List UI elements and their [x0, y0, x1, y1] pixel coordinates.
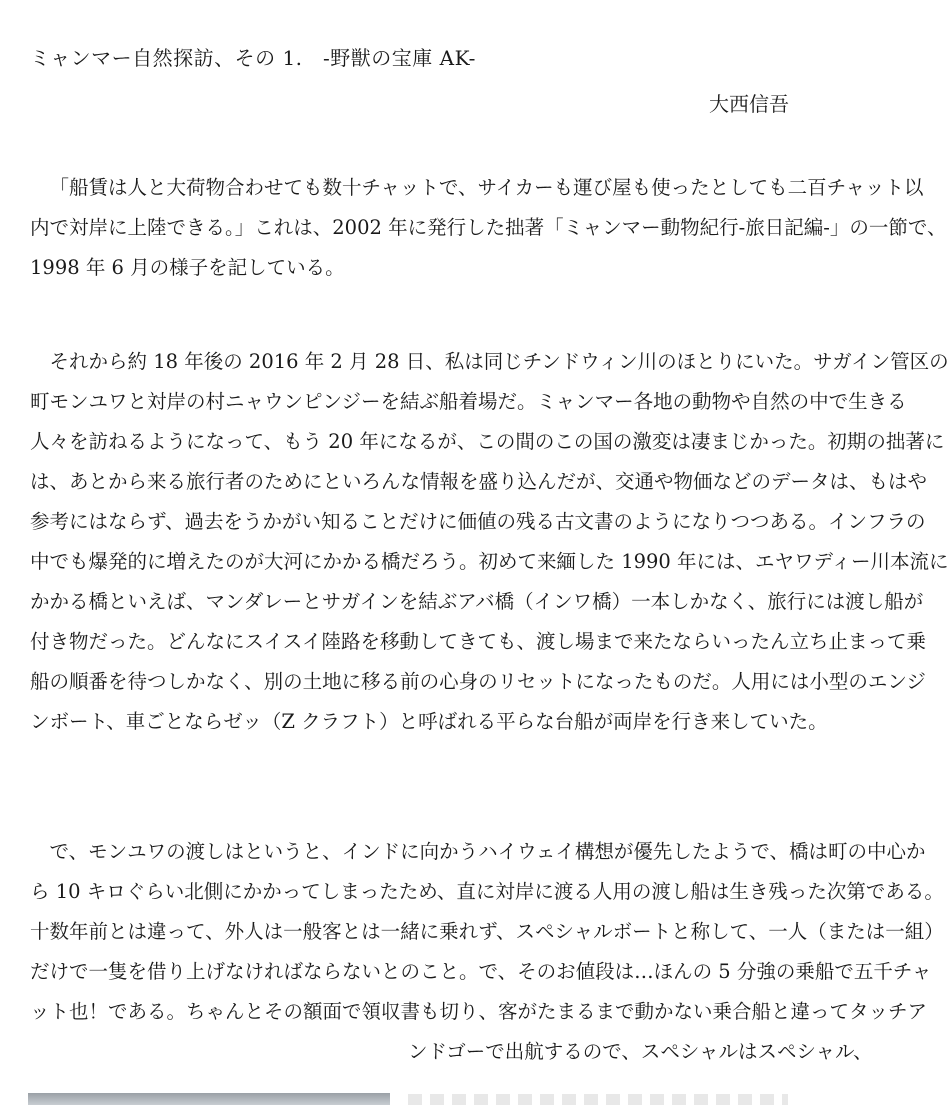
paragraph-line: ンドゴーで出航するので、スペシャルはスペシャル、 — [408, 1040, 873, 1063]
cutoff-text-line — [408, 1094, 788, 1105]
paragraph-line: ンボート、車ごとならゼッ（Z クラフト）と呼ばれる平らな台船が両岸を行き来していた。 — [30, 710, 828, 733]
paragraph-line: ット也！である。ちゃんとその額面で領収書も切り、客がたまるまで動かない乗合船と違ってタッチア — [30, 1000, 928, 1023]
photo-image — [28, 1093, 390, 1105]
paragraph-line: 内で対岸に上陸できる。」これは、2002 年に発行した拙著「ミャンマー動物紀行-旅日記編-」の一節で、 — [30, 216, 947, 239]
document-title: ミャンマー自然探訪、その 1. -野獣の宝庫 AK- — [30, 46, 476, 70]
paragraph-line: それから約 18 年後の 2016 年 2 月 28 日、私は同じチンドウィン川のほとりにいた。サガイン管区の — [49, 350, 949, 373]
paragraph-line: ら 10 キロぐらい北側にかかってしまったため、直に対岸に渡る人用の渡し船は生き残った次第である。 — [30, 880, 944, 903]
paragraph-line: 船の順番を待つしかなく、別の土地に移る前の心身のリセットになったものだ。人用には小型のエンジ — [30, 670, 926, 693]
paragraph-line: 中でも爆発的に増えたのが大河にかかる橋だろう。初めて来緬した 1990 年には、エヤワディー川本流に — [30, 550, 949, 573]
paragraph-2 — [30, 342, 949, 742]
paragraph-line: は、あとから来る旅行者のためにといろんな情報を盛り込んだが、交通や物価などのデータは、もはや — [30, 470, 928, 493]
paragraph-line: 付き物だった。どんなにスイスイ陸路を移動してきても、渡し場まで来たならいったん立ち止まって乗 — [30, 630, 927, 653]
paragraph-line: 1998 年 6 月の様子を記している。 — [30, 256, 345, 279]
paragraph-line: だけで一隻を借り上げなければならないとのこと。で、そのお値段は…ほんの 5 分強の乗船で五千チャ — [30, 960, 932, 983]
paragraph-line: 参考にはならず、過去をうかがい知ることだけに価値の残る古文書のようになりつつある。インフラの — [30, 510, 926, 533]
paragraph-line: 人々を訪ねるようになって、もう 20 年になるが、この間のこの国の激変は凄まじかった。初期の拙著に — [30, 430, 945, 453]
paragraph-line: 十数年前とは違って、外人は一般客とは一緒に乗れず、スペシャルボートと称して、一人（または一組） — [30, 920, 944, 943]
paragraph-line: で、モンユワの渡しはというと、インドに向かうハイウェイ構想が優先したようで、橋は町の中心か — [49, 840, 926, 863]
paragraph-line: 「船賃は人と大荷物合わせても数十チャットで、サイカーも運び屋も使ったとしても二百チャット以 — [49, 176, 924, 199]
paragraph-line: 町モンユワと対岸の村ニャウンピンジーを結ぶ船着場だ。ミャンマー各地の動物や自然の中で生きる — [30, 390, 907, 413]
paragraph-3 — [30, 832, 944, 1072]
paragraph-line: かかる橋といえば、マンダレーとサガインを結ぶアバ橋（インワ橋）一本しかなく、旅行には渡し船が — [30, 590, 924, 613]
paragraph-1 — [30, 168, 947, 288]
author-name: 大西信吾 — [709, 92, 789, 116]
